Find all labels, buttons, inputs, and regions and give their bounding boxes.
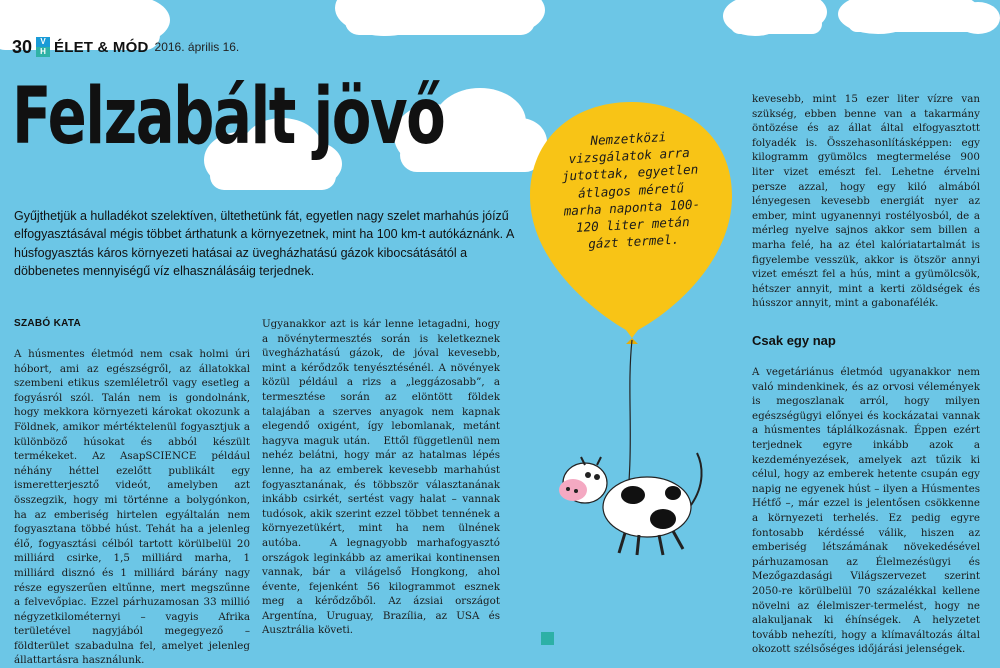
- paragraph: Ugyanakkor azt is kár lenne letagadni, hogy a növénytermesztés során is keletkeznek üvegházhatású gázok, de jóval kevesebb, mint a kérődzők tenyésztésénél. A növények közül például a rizs a „leggázosabb”, a termesztése során az elöntött földek talajában a szerves anyagok nem kapnak elegendő oxigént, így lebomlanak, metánt hagyva maguk után. Ettől függetlenül nem nehéz belátni, hogy már az hatalmas lépés lenne, ha az emberek kevesebb marhahúst fogyasztanának, és többször választanának inkább csirkét, sertést vagy halat – vannak tudósok, akik szerint ezzel többet tennének a környezetükért, mint ha nem ülnének autóba. A legnagyobb marhafogyasztó országok leginkább az amerikai kontinensen vannak, bár a világelső Hongkong, ahol évente, fejenként 56 kilogrammot esznek meg a kérődzőből. Az ázsiai országot Argentína, Uruguay, Brazília, az USA és Ausztrália követi.: [262, 318, 500, 637]
- page-header: [12, 36, 239, 58]
- body-column-2: [262, 317, 500, 645]
- body-column-3: [752, 92, 980, 310]
- body-column-1: [14, 347, 250, 667]
- author-byline: SZABÓ KATA: [14, 318, 82, 329]
- logo-bottom-letter: H: [36, 47, 50, 57]
- issue-date: 2016. április 16.: [154, 40, 240, 54]
- body-column-3-continued: [752, 365, 980, 656]
- balloon-quote: Nemzetközi vizsgálatok arra jutottak, egyetlen átlagos méretű marha naponta 100-120 liter metán gázt termel.: [561, 129, 701, 252]
- vh-logo: [36, 37, 50, 57]
- section-name: ÉLET & MÓD: [54, 38, 149, 56]
- page-number: 30: [12, 36, 33, 57]
- article-lead: Gyűjthetjük a hulladékot szelektíven, ültethetünk fát, egyetlen nagy szelet marhahús jóízű elfogyasztásával mégis többet árthatunk a környezetnek, mint ha 100 km-t autókáznánk. A húsfogyasztás káros környezeti hatásai az üvegházhatású gázok kibocsátásától a döbbenetes mennyiségű víz elhasználásáig terjednek.: [14, 209, 514, 279]
- cloud-right-mid: [838, 0, 998, 36]
- paragraph: A húsmentes életmód nem csak holmi úri hóbort, ami az egészségről, az állatokkal szembeni etikus szemléletről vagy esetleg a fogyásról szól. Talán nem is gondolnánk, hogy mekkora környezeti károkat okozunk a Földnek, amikor mértéktelenül fogyasztjuk a különböző húsokat és abból készült termékeket. Az AsapSCIENCE például néhány héttel ezelőtt publikált egy ismeretterjesztő videót, amelyben azt összegzik, hogy mi történne a bolygónkon, ha az emberiség hirtelen egyáltalán nem fogyasztana többé húst. Tehát ha a jelenleg élő, fogyasztási célból tartott körülbelül 20 milliárd csirke, 1,5 milliárd marha, 1 milliárd disznó és 1 milliárd bárány nagy része egyszerűen eltűnne, mert megszűnne a felvevőpiac. Ezzel párhuzamosan 33 millió négyzetkilométernyi – vagyis Afrika területével nagyjából megegyező – földterület szabadulna fel, amelyet jelenleg állattartásra használunk.: [14, 348, 250, 667]
- subheading: Csak egy nap: [752, 333, 836, 348]
- paragraph: kevesebb, mint 15 ezer liter vízre van szükség, ebben benne van a takarmány öntözése és az állat által elfogyasztott folyadék is. Összehasonlításképpen: egy kilogramm gyümölcs megtermelése 900 liter vizet emészt fel. Lehetne érvelni persze azzal, hogy egy kiló almából lényegesen kevesebb energiát nyer az ember, mint ugyanennyi rostélyosból, de a mérleg nyelve sajnos akkor sem billen a marha felé, ha az étel kalóriatartalmát is figyelembe vesszük, akkor is ötször annyi vizet emészt fel a hús, mint a gyümölcsök, hétszer annyit, mint a kerti zöldségek és hússzor annyit, mint a gabonafélék.: [752, 93, 980, 310]
- cloud-top-center: [335, 0, 545, 42]
- logo-top-letter: V: [36, 37, 50, 47]
- article-title: Felzabált jövő: [12, 72, 445, 162]
- cloud-right-upper: [720, 0, 830, 38]
- end-marker: [541, 632, 554, 645]
- paragraph: A vegetáriánus életmód ugyanakkor nem való mindenkinek, és az orvosi vélemények is megoszlanak arról, hogy milyen egészségügyi előnyei és kockázatai vannak a húsmentes táplálkozásnak. Éppen ezért terjednek egyre inkább azok a kezdeményezések, amelyek azt tűzik ki célul, hogy az emberek hetente csupán egy napig ne egyenek húst – ilyen a Húsmentes Hétfő –, már ezzel is jelentősen csökkenne a környezeti terhelés. Ez pedig egyre fontosabb kérdéssé válik, hiszen az emberiség létszámának növekedésével párhuzamosan az Élelmezésügyi és Mezőgazdasági Világszervezet szerint 2050-re körülbelül 70 százalékkal kellene növelni az élelmiszer-termelést, hogy ne alakuljanak ki éhínségek. A helyzetet tovább nehezíti, hogy a klímaváltozás által okozott szélsőséges időjárási jelenségek.: [752, 366, 980, 656]
- cow-illustration: [555, 445, 730, 560]
